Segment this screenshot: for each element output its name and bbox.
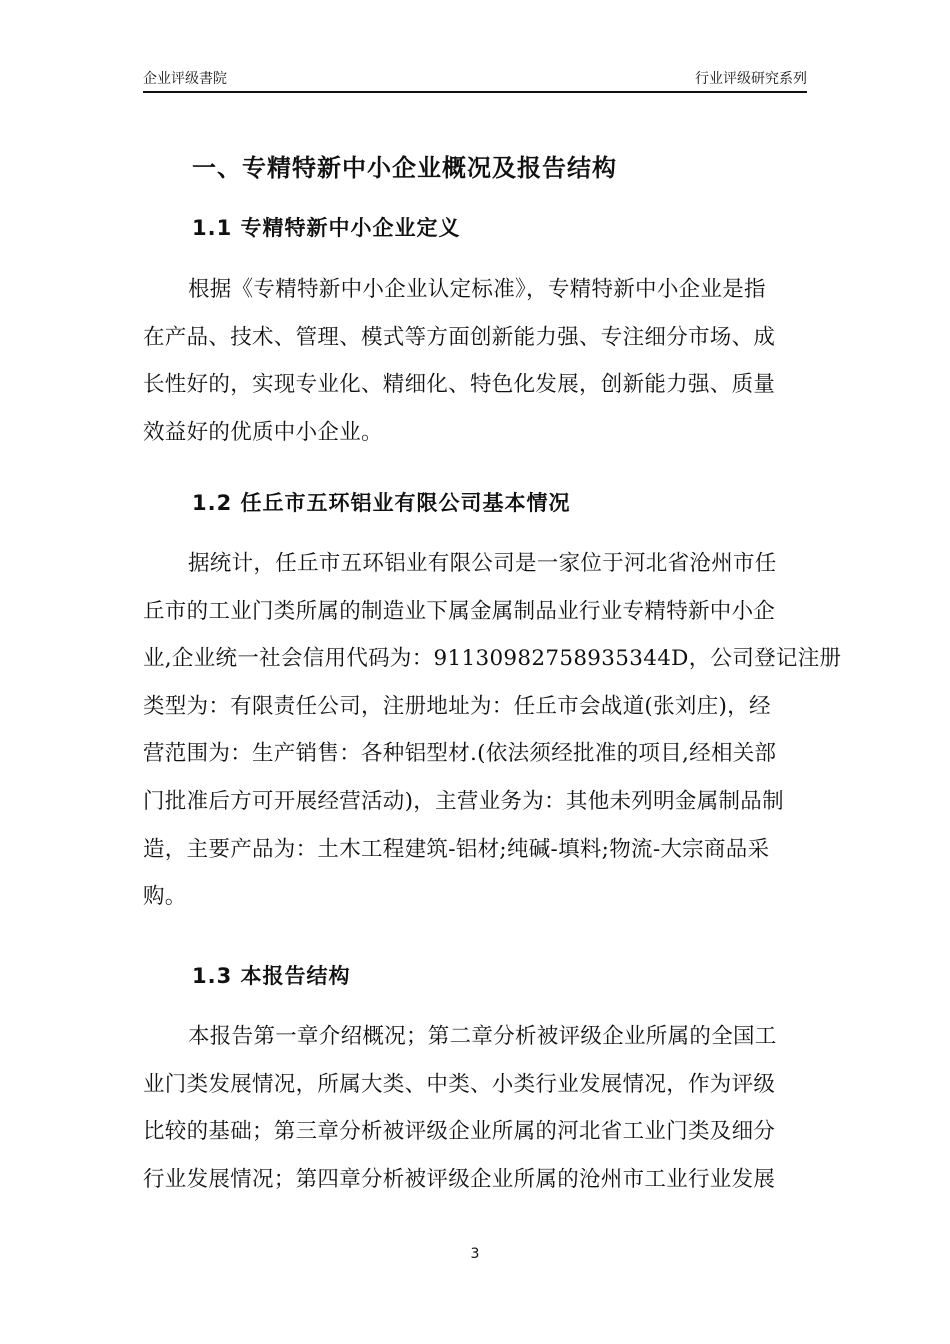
page-number: 3 [470, 1246, 480, 1262]
text-line: 丘市的工业门类所属的制造业下属金属制品业行业专精特新中小企 [143, 598, 776, 624]
header-rule [143, 91, 807, 93]
paragraph-definition [143, 275, 807, 465]
text-line: 门批准后方可开展经营活动)，主营业务为：其他未列明金属制品制 [143, 788, 784, 814]
text-line: 在产品、技术、管理、模式等方面创新能力强、专注细分市场、成 [143, 324, 776, 350]
text-line: 根据《专精特新中小企业认定标准》，专精特新中小企业是指 [188, 277, 766, 302]
text-line: 造，主要产品为：土木工程建筑-铝材;纯碱-填料;物流-大宗商品采 [143, 836, 770, 862]
text-line: 比较的基础；第三章分析被评级企业所属的河北省工业门类及细分 [143, 1119, 776, 1145]
section-heading-1-1: 1.1 专精特新中小企业定义 [192, 216, 461, 240]
paragraph-report-structure [143, 1022, 807, 1212]
text-line: 长性好的，实现专业化、精细化、特色化发展，创新能力强、质量 [143, 372, 776, 398]
text-line: 据统计，任丘市五环铝业有限公司是一家位于河北省沧州市任 [188, 551, 777, 576]
text-line: 效益好的优质中小企业。 [143, 419, 383, 445]
paragraph-company-info [143, 549, 842, 930]
chapter-title: 一、专精特新中小企业概况及报告结构 [192, 154, 617, 182]
text-line: 营范围为：生产销售：各种铝型材.(依法须经批准的项目,经相关部 [143, 741, 777, 767]
text-line: 购。 [143, 884, 187, 910]
header-right-title: 行业评级研究系列 [695, 71, 807, 87]
text-line: 业,企业统一社会信用代码为：91130982758935344D，公司登记注册 [143, 646, 842, 672]
text-line: 本报告第一章介绍概况；第二章分析被评级企业所属的全国工 [188, 1024, 777, 1049]
section-heading-1-3: 1.3 本报告结构 [192, 964, 351, 988]
text-line: 类型为：有限责任公司，注册地址为：任丘市会战道(张刘庄)，经 [143, 693, 771, 719]
section-heading-1-2: 1.2 任丘市五环铝业有限公司基本情况 [192, 491, 571, 515]
text-line: 业门类发展情况，所属大类、中类、小类行业发展情况，作为评级 [143, 1071, 776, 1097]
header-left-title: 企业评级書院 [143, 71, 227, 87]
text-line: 行业发展情况；第四章分析被评级企业所属的沧州市工业行业发展 [143, 1166, 776, 1192]
